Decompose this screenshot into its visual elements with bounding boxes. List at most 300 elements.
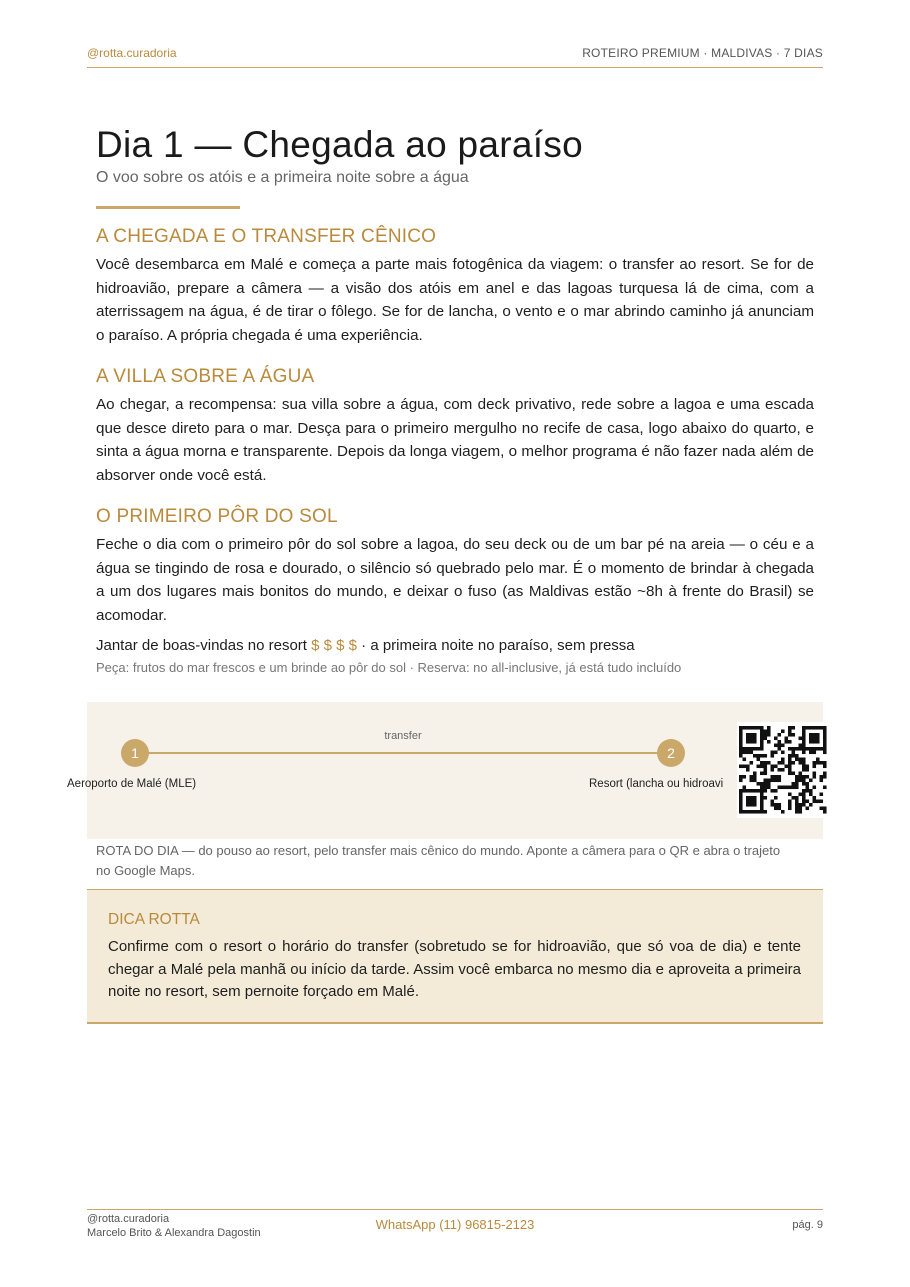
tip-text: Confirme com o resort o horário do transfer (sobretudo se for hidroavião, que só voa de dia) e tente chegar a Malé pela manhã ou início da tarde. Assim você embarca no mesmo dia e aproveita a primeira noite no resort, sem pernoite forçado em Malé. <box>108 938 801 1000</box>
qr-module <box>802 747 806 751</box>
qr-module <box>809 726 813 730</box>
qr-module <box>767 786 771 790</box>
route-stop-2-marker: 2 <box>657 739 685 767</box>
qr-module <box>760 789 764 793</box>
qr-module <box>760 737 764 741</box>
qr-module <box>802 782 806 786</box>
qr-module <box>771 751 775 755</box>
qr-module <box>746 751 750 755</box>
section-text-arrival: Você desembarca em Malé e começa a parte mais fotogênica da viagem: o transfer ao resort. Se for de hidroavião, prepare a câmera — a visão dos atóis em anel e das lagoas turquesa lá de cima, com a aterrissagem na água, é de tirar o fôlego. Se for de lancha, o vento e o mar abrindo caminho já anunciam o paraíso. A própria chegada é uma experiência. <box>96 256 814 344</box>
qr-module <box>771 789 775 793</box>
qr-module <box>813 740 817 744</box>
qr-module <box>788 807 792 811</box>
route-stop-1-label: Aeroporto de Malé (MLE) <box>67 778 197 790</box>
qr-module <box>816 758 820 762</box>
qr-module <box>802 796 806 800</box>
qr-module <box>739 754 743 758</box>
qr-module <box>820 775 824 779</box>
qr-module <box>813 775 817 779</box>
qr-module <box>792 782 796 786</box>
qr-module <box>753 775 757 779</box>
qr-module <box>816 761 820 765</box>
qr-module <box>823 765 827 769</box>
qr-module <box>813 765 817 769</box>
qr-module <box>820 793 824 797</box>
qr-module <box>788 730 792 734</box>
qr-module <box>760 754 764 758</box>
qr-module <box>809 789 813 793</box>
qr-module <box>799 793 803 797</box>
route-segment-label: transfer <box>384 730 422 742</box>
qr-module <box>739 751 743 755</box>
qr-module <box>739 744 743 748</box>
qr-module <box>785 786 789 790</box>
qr-module <box>760 761 764 765</box>
qr-module <box>767 740 771 744</box>
qr-module <box>813 772 817 776</box>
qr-module <box>746 768 750 772</box>
qr-module <box>799 779 803 783</box>
footer-whatsapp-link[interactable]: WhatsApp (11) 96815-2123 <box>375 1217 535 1232</box>
qr-module <box>781 768 785 772</box>
qr-module <box>799 761 803 765</box>
qr-module <box>774 803 778 807</box>
qr-module <box>788 786 792 790</box>
qr-module <box>788 793 792 797</box>
qr-module <box>774 765 778 769</box>
qr-module <box>820 807 824 811</box>
qr-module <box>753 800 757 804</box>
route-line <box>135 752 671 754</box>
qr-module <box>760 807 764 811</box>
qr-module <box>795 747 799 751</box>
qr-module <box>781 758 785 762</box>
qr-module <box>778 775 782 779</box>
qr-module <box>792 761 796 765</box>
qr-module <box>795 754 799 758</box>
route-stop-2-label: Resort (lancha ou hidroavi <box>589 778 724 790</box>
qr-module <box>743 751 747 755</box>
qr-module <box>799 807 803 811</box>
qr-module <box>788 758 792 762</box>
qr-module <box>816 800 820 804</box>
qr-module <box>760 772 764 776</box>
qr-module <box>764 761 768 765</box>
qr-module <box>757 754 761 758</box>
qr-module <box>760 800 764 804</box>
section-text-villa: Ao chegar, a recompensa: sua villa sobre a água, com deck privativo, rede sobre a lagoa e uma escada que desce direto para o mar. Desça para o primeiro mergulho no recife de casa, logo abaixo do quarto, e sinta a água morna e transparente. Depois da longa viagem, o melhor programa é não fazer nada além de absorver onde você está. <box>96 396 814 484</box>
section-text-sunset: Feche o dia com o primeiro pôr do sol sobre a lagoa, do seu deck ou de um bar pé na areia — o céu e a água se tingindo de rosa e dourado, o silêncio só quebrado pelo mar. É o momento de brindar à chegada a um dos lugares mais bonitos do mundo, e deixar o fuso (as Maldivas estão ~8h à frente do Brasil) se acomodar. <box>96 536 814 624</box>
qr-module <box>746 796 750 800</box>
qr-module <box>820 779 824 783</box>
qr-module <box>760 747 764 751</box>
qr-module <box>792 733 796 737</box>
qr-module <box>746 789 750 793</box>
qr-module <box>757 782 761 786</box>
qr-module <box>809 733 813 737</box>
qr-module <box>795 807 799 811</box>
qr-module <box>799 810 803 814</box>
qr-module <box>750 733 754 737</box>
qr-module <box>788 747 792 751</box>
qr-module <box>792 726 796 730</box>
qr-module <box>778 779 782 783</box>
qr-module <box>788 740 792 744</box>
qr-module <box>764 796 768 800</box>
qr-module <box>760 765 764 769</box>
qr-module <box>753 810 757 814</box>
qr-module <box>743 810 747 814</box>
footer-authors: Marcelo Brito & Alexandra Dagostin <box>87 1227 261 1239</box>
qr-module <box>774 796 778 800</box>
qr-module <box>739 789 743 793</box>
qr-module <box>802 793 806 797</box>
qr-module <box>757 758 761 762</box>
qr-module <box>799 744 803 748</box>
qr-module <box>809 740 813 744</box>
qr-module <box>771 765 775 769</box>
qr-module <box>760 803 764 807</box>
qr-module <box>802 765 806 769</box>
qr-module <box>760 796 764 800</box>
qr-module <box>764 772 768 776</box>
qr-module <box>813 786 817 790</box>
qr-module <box>739 747 743 751</box>
qr-module <box>806 768 810 772</box>
qr-module <box>743 726 747 730</box>
qr-module <box>799 758 803 762</box>
qr-module <box>757 747 761 751</box>
qr-module <box>823 751 827 755</box>
qr-module <box>764 730 768 734</box>
footer-handle: @rotta.curadoria <box>87 1213 170 1225</box>
page-header <box>87 46 823 68</box>
qr-module <box>774 744 778 748</box>
qr-module <box>823 772 827 776</box>
qr-module <box>781 730 785 734</box>
qr-module <box>774 751 778 755</box>
qr-module <box>820 726 824 730</box>
dinner-line <box>96 637 635 654</box>
qr-module <box>813 751 817 755</box>
qr-module <box>746 800 750 804</box>
qr-module <box>739 800 743 804</box>
qr-module <box>778 740 782 744</box>
qr-module <box>809 737 813 741</box>
qr-module <box>757 810 761 814</box>
header-handle: @rotta.curadoria <box>87 46 177 60</box>
qr-module <box>753 772 757 776</box>
qr-module <box>809 779 813 783</box>
qr-module <box>739 726 743 730</box>
qr-module <box>767 726 771 730</box>
qr-module <box>813 733 817 737</box>
qr-module <box>743 758 747 762</box>
qr-module <box>799 747 803 751</box>
qr-module <box>771 775 775 779</box>
qr-module <box>802 768 806 772</box>
qr-module <box>813 737 817 741</box>
qr-module <box>813 796 817 800</box>
qr-module <box>760 786 764 790</box>
qr-module <box>764 733 768 737</box>
qr-module <box>778 803 782 807</box>
qr-module <box>764 765 768 769</box>
qr-module <box>802 803 806 807</box>
qr-module <box>813 747 817 751</box>
route-map-panel <box>67 702 823 839</box>
qr-module <box>778 786 782 790</box>
qr-module <box>820 800 824 804</box>
qr-module <box>764 779 768 783</box>
qr-module <box>760 782 764 786</box>
qr-module <box>795 786 799 790</box>
qr-module <box>809 803 813 807</box>
qr-module <box>820 747 824 751</box>
qr-module <box>764 810 768 814</box>
qr-module <box>739 765 743 769</box>
qr-module <box>753 733 757 737</box>
qr-module <box>816 737 820 741</box>
qr-module <box>771 803 775 807</box>
qr-module <box>802 726 806 730</box>
qr-module <box>788 754 792 758</box>
qr-module <box>802 758 806 762</box>
qr-module <box>792 786 796 790</box>
route-stop-1-marker: 1 <box>121 739 149 767</box>
qr-module <box>802 737 806 741</box>
qr-module <box>743 765 747 769</box>
qr-module <box>753 754 757 758</box>
qr-module <box>792 796 796 800</box>
page-title: Dia 1 — Chegada ao paraíso <box>96 124 584 165</box>
qr-module <box>750 775 754 779</box>
qr-module <box>739 775 743 779</box>
qr-module <box>806 775 810 779</box>
qr-module <box>792 751 796 755</box>
qr-module <box>767 733 771 737</box>
qr-module <box>823 775 827 779</box>
qr-module <box>823 786 827 790</box>
qr-module <box>771 754 775 758</box>
qr-module <box>799 803 803 807</box>
page-number: pág. 9 <box>792 1219 823 1231</box>
qr-module <box>760 730 764 734</box>
qr-module <box>823 730 827 734</box>
qr-module <box>802 800 806 804</box>
qr-module <box>774 775 778 779</box>
qr-module <box>802 740 806 744</box>
qr-module <box>788 726 792 730</box>
dinner-note: · a primeira noite no paraíso, sem pressa <box>361 637 635 654</box>
qr-module <box>750 803 754 807</box>
section-heading-arrival: A CHEGADA E O TRANSFER CÊNICO <box>96 226 437 247</box>
qr-module <box>809 747 813 751</box>
qr-module <box>785 737 789 741</box>
qr-module <box>739 779 743 783</box>
qr-module <box>802 775 806 779</box>
qr-module <box>771 800 775 804</box>
qr-module <box>767 761 771 765</box>
qr-module <box>823 744 827 748</box>
qr-module <box>781 744 785 748</box>
qr-module <box>802 789 806 793</box>
qr-module <box>764 789 768 793</box>
qr-module <box>760 793 764 797</box>
qr-module <box>778 768 782 772</box>
qr-module <box>750 726 754 730</box>
header-doc-label: ROTEIRO PREMIUM · MALDIVAS · 7 DIAS <box>582 46 823 60</box>
qr-module <box>739 803 743 807</box>
qr-module <box>823 810 827 814</box>
qr-module <box>746 803 750 807</box>
qr-module <box>806 765 810 769</box>
qr-module <box>788 800 792 804</box>
qr-module <box>774 789 778 793</box>
qr-module <box>816 726 820 730</box>
qr-module <box>760 740 764 744</box>
qr-module <box>823 747 827 751</box>
qr-module <box>767 779 771 783</box>
qr-module <box>823 761 827 765</box>
qr-module <box>750 737 754 741</box>
qr-module <box>809 793 813 797</box>
qr-module <box>746 765 750 769</box>
qr-module <box>753 747 757 751</box>
qr-module <box>743 775 747 779</box>
qr-module <box>743 747 747 751</box>
qr-module <box>806 747 810 751</box>
qr-module <box>750 810 754 814</box>
qr-module <box>746 726 750 730</box>
qr-module <box>746 740 750 744</box>
qr-module <box>760 726 764 730</box>
qr-module <box>753 779 757 783</box>
qr-code[interactable] <box>737 722 829 818</box>
dinner-details: Peça: frutos do mar frescos e um brinde ao pôr do sol · Reserva: no all-inclusive, já está tudo incluído <box>96 660 682 675</box>
qr-module <box>795 803 799 807</box>
qr-module <box>739 796 743 800</box>
qr-module <box>743 789 747 793</box>
qr-module <box>757 789 761 793</box>
qr-module <box>802 744 806 748</box>
qr-module <box>788 733 792 737</box>
qr-module <box>750 761 754 765</box>
qr-module <box>781 786 785 790</box>
route-caption: ROTA DO DIA — do pouso ao resort, pelo transfer mais cênico do mundo. Aponte a câmera para o QR e abra o trajeto no Google Maps. <box>96 843 781 878</box>
qr-module <box>746 733 750 737</box>
qr-module <box>806 786 810 790</box>
qr-module <box>806 726 810 730</box>
dinner-label: Jantar de boas-vindas no resort <box>96 637 307 654</box>
qr-module <box>806 807 810 811</box>
qr-module <box>739 793 743 797</box>
qr-module <box>778 807 782 811</box>
page-footer <box>87 1209 823 1244</box>
qr-module <box>795 810 799 814</box>
qr-module <box>823 733 827 737</box>
tip-box <box>87 889 823 1024</box>
qr-module <box>750 800 754 804</box>
qr-module <box>813 800 817 804</box>
qr-module <box>739 810 743 814</box>
qr-module <box>823 737 827 741</box>
qr-module <box>806 789 810 793</box>
qr-module <box>795 779 799 783</box>
qr-module <box>799 737 803 741</box>
qr-module <box>739 733 743 737</box>
qr-module <box>760 810 764 814</box>
qr-module <box>778 747 782 751</box>
qr-module <box>820 761 824 765</box>
qr-module <box>764 782 768 786</box>
qr-module <box>781 751 785 755</box>
qr-module <box>792 747 796 751</box>
qr-module <box>802 779 806 783</box>
qr-module <box>795 800 799 804</box>
qr-module <box>816 733 820 737</box>
qr-module <box>802 733 806 737</box>
title-divider <box>96 206 240 209</box>
qr-module <box>746 747 750 751</box>
qr-module <box>802 751 806 755</box>
qr-module <box>753 737 757 741</box>
qr-module <box>750 789 754 793</box>
qr-module <box>823 726 827 730</box>
qr-module <box>746 737 750 741</box>
qr-module <box>743 786 747 790</box>
qr-module <box>753 796 757 800</box>
qr-module <box>816 740 820 744</box>
qr-module <box>788 765 792 769</box>
price-level: $ $ $ $ <box>311 637 357 654</box>
qr-module <box>750 751 754 755</box>
qr-module <box>771 779 775 783</box>
section-heading-villa: A VILLA SOBRE A ÁGUA <box>96 366 315 387</box>
tip-title: DICA ROTTA <box>108 911 200 928</box>
qr-module <box>806 800 810 804</box>
qr-module <box>753 789 757 793</box>
qr-module <box>764 737 768 741</box>
qr-module <box>778 761 782 765</box>
qr-module <box>764 786 768 790</box>
qr-module <box>774 737 778 741</box>
qr-module <box>816 747 820 751</box>
qr-module <box>739 730 743 734</box>
qr-module <box>760 744 764 748</box>
qr-module <box>795 775 799 779</box>
qr-module <box>795 782 799 786</box>
qr-module <box>774 807 778 811</box>
qr-module <box>739 807 743 811</box>
qr-module <box>781 761 785 765</box>
qr-module <box>792 754 796 758</box>
qr-module <box>792 772 796 776</box>
qr-module <box>774 779 778 783</box>
qr-module <box>795 758 799 762</box>
qr-module <box>785 765 789 769</box>
qr-module <box>788 761 792 765</box>
page-subtitle: O voo sobre os atóis e a primeira noite sobre a água <box>96 169 469 186</box>
qr-module <box>764 768 768 772</box>
qr-module <box>799 772 803 776</box>
qr-module <box>809 751 813 755</box>
qr-module <box>750 779 754 783</box>
qr-module <box>785 740 789 744</box>
qr-module <box>757 726 761 730</box>
qr-module <box>802 730 806 734</box>
qr-module <box>778 733 782 737</box>
